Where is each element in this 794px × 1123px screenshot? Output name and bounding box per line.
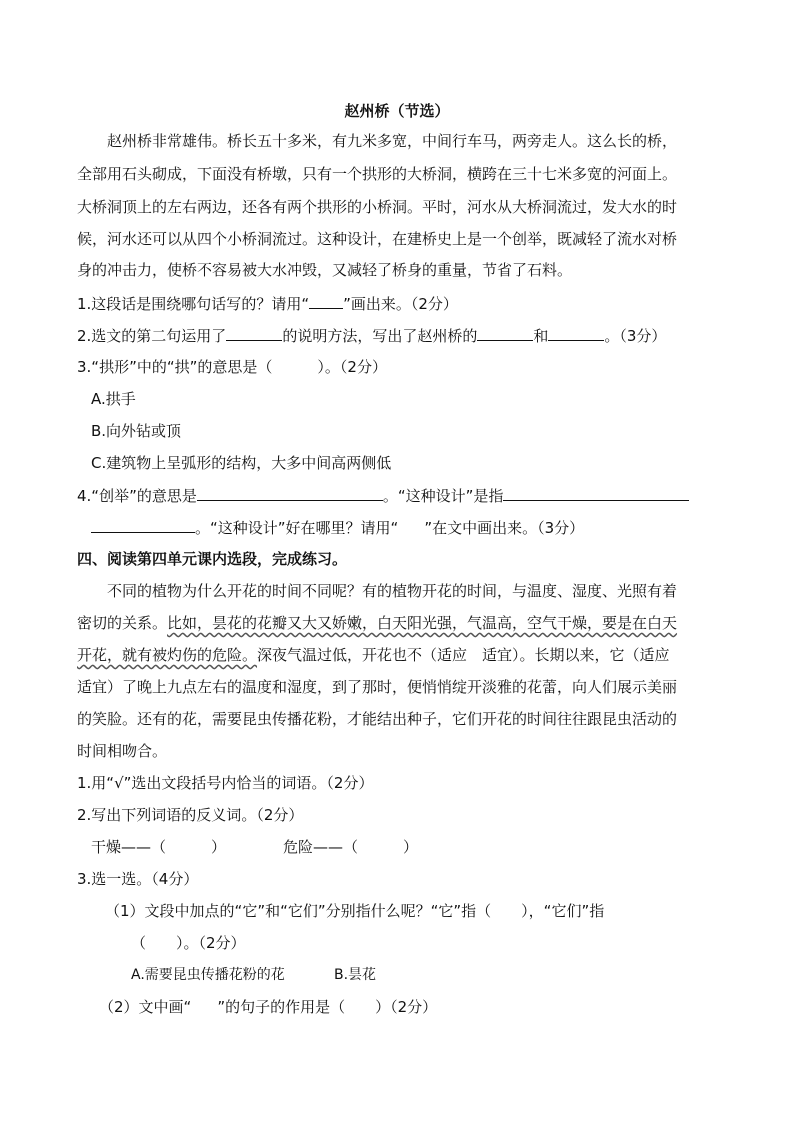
passage-line: 身的冲击力，使桥不容易被大水冲毁，又减轻了桥身的重量，节省了石料。 <box>77 261 573 279</box>
passage2-line <box>77 612 677 634</box>
question-text: ”的句子的作用是（ ）（2分） <box>217 998 438 1016</box>
choice-b[interactable]: B.昙花 <box>334 967 377 983</box>
passage-line: 候，河水还可以从四个小桥洞流过。这种设计，在建桥史上是一个创举，既减轻了流水对桥 <box>77 230 678 248</box>
wavy-underlined-sentence: 开花，就有被灼伤的危险。 <box>77 646 258 664</box>
option-a[interactable]: A.拱手 <box>91 390 136 408</box>
wavy-underlined-sentence: 比如，昙花的花瓣又大又娇嫩，白天阳光强，气温高，空气干燥，要是在白天 <box>167 614 678 632</box>
passage2-line: 不同的植物为什么开花的时间不同呢？有的植物开花的时间，与温度、湿度、光照有着 <box>107 582 678 600</box>
section-heading: 四、阅读第四单元课内选段，完成练习。 <box>77 550 348 568</box>
sub-question-1: （1）文段中加点的“它”和“它们”分别指什么呢？“它”指（ ），“它们”指 <box>105 902 605 920</box>
antonym-item-1[interactable]: 干燥——（ ） <box>91 838 227 856</box>
wavy-line-mark <box>398 517 424 533</box>
option-c[interactable]: C.建筑物上呈弧形的结构，大多中间高两侧低 <box>91 454 392 472</box>
passage-line: 大桥洞顶上的左右两边，还各有两个拱形的小桥洞。平时，河水从大桥洞流过，发大水的时 <box>77 198 678 216</box>
p2-question-2-stem: 2.写出下列词语的反义词。（2分） <box>77 806 304 824</box>
passage2-line <box>77 644 670 666</box>
wavy-line-mark <box>191 996 217 1012</box>
question-4-cont <box>91 516 584 539</box>
question-text: （2）文中画“ <box>99 998 192 1016</box>
passage-text: 密切的关系。 <box>77 614 168 632</box>
question-2 <box>77 324 666 347</box>
answer-blank[interactable] <box>503 484 689 501</box>
answer-blank[interactable] <box>226 324 282 341</box>
p2-question-1: 1.用“√”选出文段括号内恰当的词语。（2分） <box>77 774 374 792</box>
answer-blank[interactable] <box>548 324 604 341</box>
question-text: 和 <box>533 327 549 345</box>
sub-question-2 <box>99 996 437 1018</box>
answer-blank[interactable] <box>91 516 195 533</box>
answer-blank[interactable] <box>197 484 383 501</box>
question-text: 2.选文的第二句运用了 <box>77 327 227 345</box>
question-text: 。“这种设计”是指 <box>382 487 504 505</box>
question-text: ”画出来。（2分） <box>343 295 458 313</box>
question-4 <box>77 484 689 507</box>
passage2-line: 适宜）了晚上九点左右的温度和湿度，到了那时，便悄悄绽开淡雅的花蕾，向人们展示美丽 <box>77 678 678 696</box>
question-text: 。（3分） <box>604 327 667 345</box>
answer-blank[interactable] <box>477 324 533 341</box>
choice-a[interactable]: A.需要昆虫传播花粉的花 <box>131 967 285 983</box>
antonym-item-2[interactable]: 危险——（ ） <box>283 838 419 856</box>
passage2-line: 的笑脸。还有的花，需要昆虫传播花粉，才能结出种子，它们开花的时间往往跟昆虫活动的 <box>77 710 678 728</box>
question-1 <box>77 292 458 315</box>
passage-title: 赵州桥（节选） <box>344 102 450 120</box>
p2-question-3-stem: 3.选一选。（4分） <box>77 870 199 888</box>
passage2-line: 时间相吻合。 <box>77 742 168 760</box>
passage-text: 深夜气温过低，开花也不（适应 适宜）。长期以来，它（适应 <box>257 646 670 664</box>
question-3-stem: 3.“拱形”中的“拱”的意思是（ ）。（2分） <box>77 358 387 376</box>
question-text: 4.“创举”的意思是 <box>77 487 197 505</box>
sub-question-1-cont: （ ）。（2分） <box>131 934 246 952</box>
question-text: 的说明方法，写出了赵州桥的 <box>282 327 478 345</box>
question-text: ”在文中画出来。（3分） <box>424 519 585 537</box>
question-text: 1.这段话是围绕哪句话写的？请用“ <box>77 295 310 313</box>
passage-line: 全部用石头砌成，下面没有桥墩，只有一个拱形的大桥洞，横跨在三十七米多宽的河面上。 <box>77 165 678 183</box>
answer-blank[interactable] <box>309 292 343 309</box>
option-b[interactable]: B.向外钻或顶 <box>91 422 182 440</box>
question-text: 。“这种设计”好在哪里？请用“ <box>195 519 399 537</box>
passage-line: 赵州桥非常雄伟。桥长五十多米，有九米多宽，中间行车马，两旁走人。这么长的桥， <box>107 132 678 150</box>
